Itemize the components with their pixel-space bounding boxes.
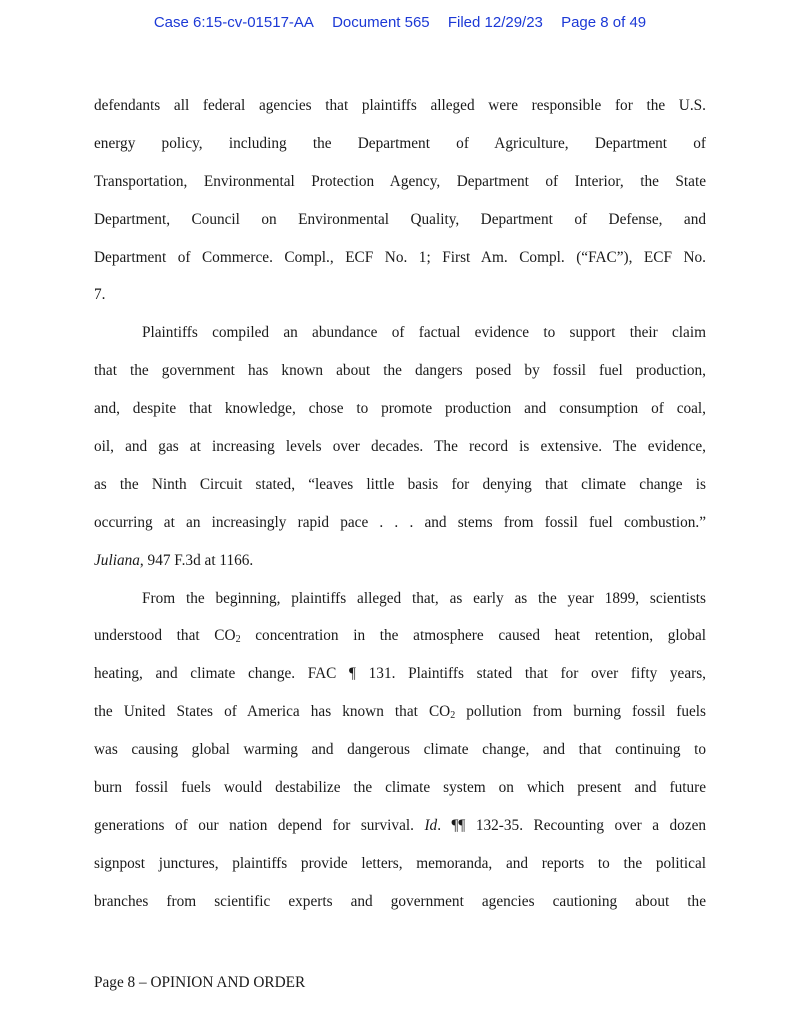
paragraph-3 xyxy=(94,580,706,921)
text-line xyxy=(94,731,706,769)
text-line xyxy=(94,580,706,618)
text-segment: oil, and gas at increasing levels over decades. The record is extensive. The evidence, xyxy=(94,438,706,456)
text-segment: occurring at an increasingly rapid pace . . . and stems from fossil fuel combustion.” xyxy=(94,513,706,531)
text-line xyxy=(94,883,706,921)
text-line xyxy=(94,314,706,352)
text-segment: Transportation, Environmental Protection Agency, Department of Interior, the State xyxy=(94,172,706,190)
text-segment: signpost junctures, plaintiffs provide letters, memoranda, and reports to the political xyxy=(94,854,706,872)
text-line xyxy=(94,693,706,731)
text-line xyxy=(94,845,706,883)
opinion-body xyxy=(94,87,706,921)
text-line xyxy=(94,163,706,201)
text-segment: heating, and climate change. FAC ¶ 131. Plaintiffs stated that for over fifty years, xyxy=(94,665,706,683)
text-segment: Department, Council on Environmental Quality, Department of Defense, and xyxy=(94,210,706,228)
text-line xyxy=(94,655,706,693)
text-segment: 7. xyxy=(94,286,106,304)
document-number: Document 565 xyxy=(332,14,430,31)
text-segment: Plaintiffs compiled an abundance of factual evidence to support their claim xyxy=(142,324,706,342)
text-line xyxy=(94,617,706,655)
text-segment: concentration in the atmosphere caused heat retention, global xyxy=(240,627,706,645)
text-segment: was causing global warming and dangerous climate change, and that continuing to xyxy=(94,741,706,759)
text-line xyxy=(94,466,706,504)
text-segment: as the Ninth Circuit stated, “leaves little basis for denying that climate change is xyxy=(94,475,706,493)
text-line xyxy=(94,352,706,390)
text-segment: understood that CO xyxy=(94,627,236,645)
text-line xyxy=(94,428,706,466)
text-line xyxy=(94,239,706,277)
case-number: Case 6:15-cv-01517-AA xyxy=(153,14,314,31)
text-segment: that the government has known about the dangers posed by fossil fuel production, xyxy=(94,362,706,380)
text-line xyxy=(94,125,706,163)
text-segment: . ¶¶ 132-35. Recounting over a dozen xyxy=(437,816,707,834)
text-segment: and, despite that knowledge, chose to promote production and consumption of coal, xyxy=(94,400,706,418)
subscript: 2 xyxy=(450,710,456,722)
text-segment: burn fossil fuels would destabilize the climate system on which present and future xyxy=(94,779,706,797)
text-line xyxy=(94,276,706,314)
text-line xyxy=(94,201,706,239)
text-line xyxy=(94,807,706,845)
page-indicator: Page 8 of 49 xyxy=(561,14,647,31)
case-header xyxy=(0,14,800,31)
text-line xyxy=(94,769,706,807)
text-segment: pollution from burning fossil fuels xyxy=(455,703,706,721)
text-segment: From the beginning, plaintiffs alleged that, as early as the year 1899, scientists xyxy=(142,589,706,607)
italic-citation: Juliana xyxy=(94,551,140,569)
text-line xyxy=(94,87,706,125)
text-segment: energy policy, including the Department of Agriculture, Department of xyxy=(94,134,706,152)
text-segment: generations of our nation depend for survival. xyxy=(94,816,425,834)
italic-citation: Id xyxy=(424,816,438,834)
text-line xyxy=(94,390,706,428)
paragraph-1 xyxy=(94,87,706,314)
text-segment: defendants all federal agencies that plaintiffs alleged were responsible for the U.S. xyxy=(94,97,706,114)
text-segment: the United States of America has known that CO xyxy=(94,703,451,721)
text-line xyxy=(94,504,706,542)
subscript: 2 xyxy=(235,634,241,646)
text-segment: Department of Commerce. Compl., ECF No. 1; First Am. Compl. (“FAC”), ECF No. xyxy=(94,248,706,266)
filed-date: Filed 12/29/23 xyxy=(447,14,543,31)
text-segment: , 947 F.3d at 1166. xyxy=(139,551,254,569)
paragraph-2 xyxy=(94,314,706,579)
page-footer: Page 8 – OPINION AND ORDER xyxy=(94,974,306,991)
text-segment: branches from scientific experts and government agencies cautioning about the xyxy=(94,892,706,910)
text-line xyxy=(94,542,706,580)
